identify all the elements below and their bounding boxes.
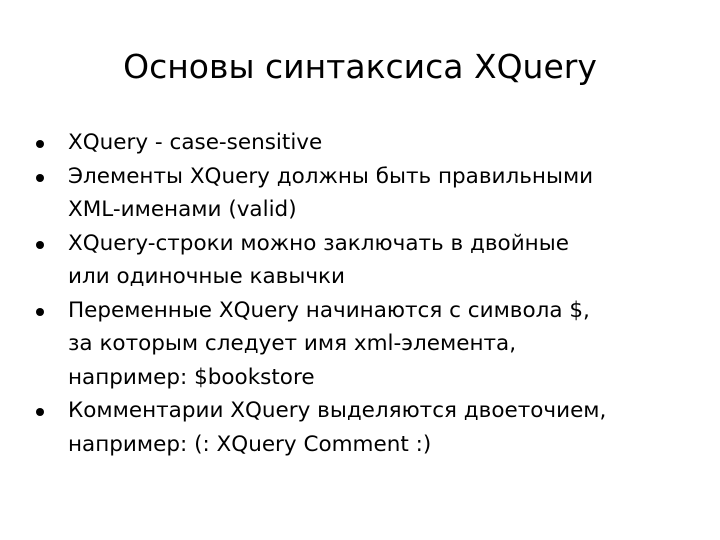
bullet-dot-icon — [36, 126, 68, 160]
bullet-text — [68, 126, 696, 160]
bullet-text — [68, 294, 696, 395]
bullet-text — [68, 227, 696, 294]
bullet-line: XQuery-строки можно заключать в двойные — [68, 230, 569, 256]
bullet-line: например: (: XQuery Comment :) — [68, 431, 432, 457]
slide-title: Основы синтаксиса XQuery — [123, 47, 597, 86]
bullet-item — [36, 394, 696, 461]
bullet-line: или одиночные кавычки — [68, 264, 345, 289]
bullet-list — [36, 126, 696, 461]
bullet-line: за которым следует имя xml-элемента, — [68, 331, 517, 356]
bullet-line: Элементы XQuery должны быть правильными — [68, 163, 594, 189]
bullet-text — [68, 394, 696, 461]
bullet-line: XQuery - case-sensitive — [68, 130, 323, 155]
bullet-item — [36, 294, 696, 395]
bullet-dot-icon — [36, 160, 68, 194]
bullet-line: XML-именами (valid) — [68, 197, 297, 222]
bullet-item — [36, 126, 696, 160]
bullet-item — [36, 227, 696, 294]
bullet-dot-icon — [36, 294, 68, 328]
bullet-text — [68, 160, 696, 227]
bullet-line: Переменные XQuery начинаются с символа $, — [68, 297, 590, 323]
bullet-line: Комментарии XQuery выделяются двоеточием, — [68, 398, 607, 423]
bullet-line: например: $bookstore — [68, 364, 315, 390]
bullet-dot-icon — [36, 227, 68, 261]
bullet-item — [36, 160, 696, 227]
bullet-dot-icon — [36, 394, 68, 428]
